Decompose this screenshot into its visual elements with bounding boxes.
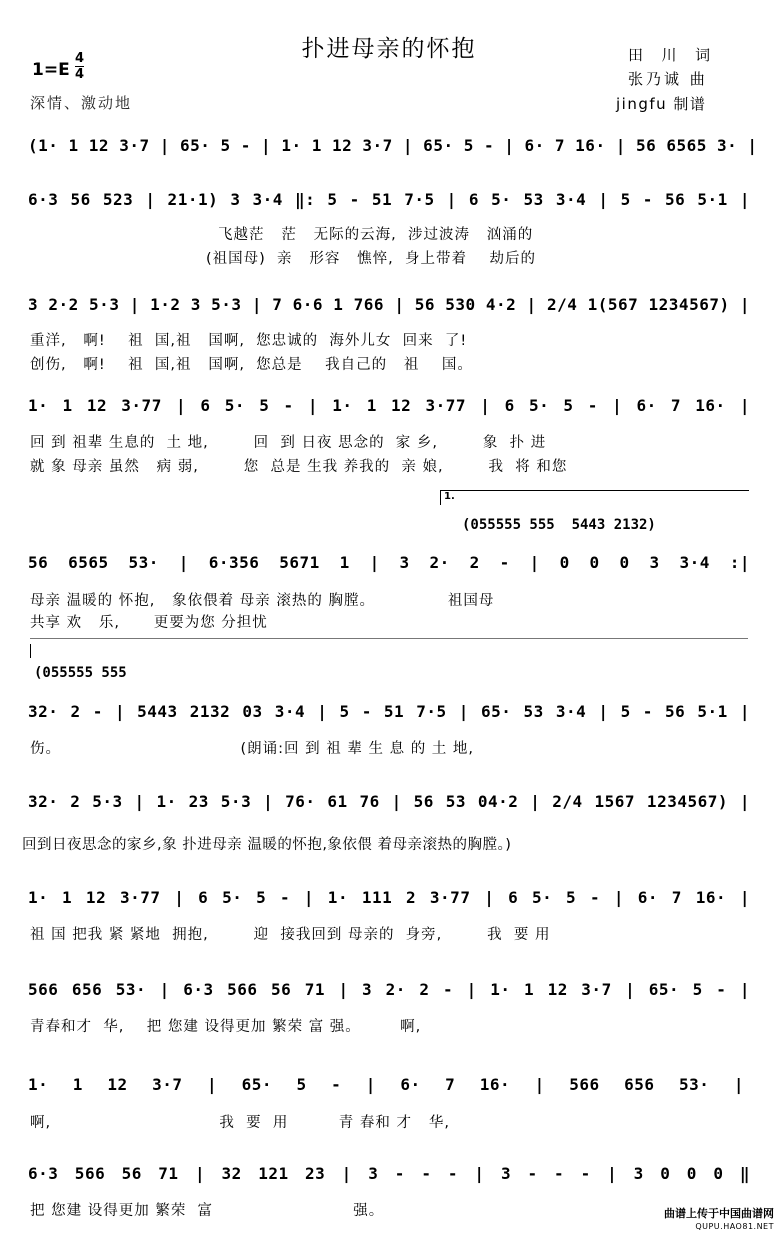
song-title: 扑进母亲的怀抱 [301,36,477,62]
lyric-row-10: 啊, 我 要 用 青 春和 才 华, [30,1115,450,1131]
site-watermark [664,1207,774,1233]
notation-row-10: 1· 1 12 3·7 | 65· 5 - | 6· 7 16· | 566 656 53· | [28,1075,744,1094]
notation-row-4: 1· 1 12 3·77 | 6 5· 5 - | 1· 1 12 3·77 | 6 5· 5 - | 6· 7 16· | [28,396,750,415]
time-signature [75,52,84,81]
notation-row-7: 32· 2 5·3 | 1· 23 5·3 | 76· 61 76 | 56 53 04·2 | 2/4 1567 1234567) | [28,792,750,811]
lyric-row-3-verse-1: 重洋, 啊! 祖 国,祖 国啊, 您忠诚的 海外儿女 回来 了! [30,333,468,349]
lyric-row-9: 青春和才 华, 把 您建 设得更加 繁荣 富 强。 啊, [30,1019,422,1035]
notation-row-3: 3 2·2 5·3 | 1·2 3 5·3 | 7 6·6 1 766 | 56 530 4·2 | 2/4 1(567 1234567) | [28,295,750,314]
section-divider [30,638,748,639]
lyric-row-4-verse-2: 就 象 母亲 虽然 病 弱, 您 总是 生我 养我的 亲 娘, 我 将 和您 [30,459,568,475]
notation-row-9: 566 656 53· | 6·3 566 56 71 | 3 2· 2 - | 1· 1 12 3·7 | 65· 5 - | [28,980,750,999]
time-signature-bottom: 4 [75,67,85,82]
notation-row-1: (1· 1 12 3·7 | 65· 5 - | 1· 1 12 3·7 | 65· 5 - | 6· 7 16· | 56 6565 3· | [28,136,758,155]
key-signature: 1=E [32,60,70,80]
first-ending-bracket [440,490,749,505]
watermark-line-1: 曲谱上传于中国曲谱网 [664,1207,774,1220]
first-ending-number: 1. [444,491,455,502]
composer-credit: 张乃诚 曲 [628,70,708,88]
notation-row-2: 6·3 56 523 | 21·1) 3 3·4 ‖: 5 - 51 7·5 | 6 5· 53 3·4 | 5 - 56 5·1 | [28,190,750,209]
lyric-row-4-verse-1: 回 到 祖辈 生息的 土 地, 回 到 日夜 思念的 家 乡, 象 扑 进 [30,435,547,451]
lyric-row-7: 回到日夜思念的家乡,象 扑进母亲 温暖的怀抱,象依偎 着母亲滚热的胸膛。) [22,837,512,853]
lyric-row-8: 祖 国 把我 紧 紧地 拥抱, 迎 接我回到 母亲的 身旁, 我 要 用 [30,927,551,943]
lyric-row-6: 伤。 (朗诵:回 到 祖 辈 生 息 的 土 地, [30,741,475,757]
bridge-phrase-2: (055555 555 [34,665,127,681]
engraver-credit: jingfu 制谱 [616,95,707,113]
second-ending-bracket [30,644,31,658]
time-signature-top: 4 [75,51,85,66]
lyric-row-2-verse-1: 飞越茫 茫 无际的云海, 涉过波涛 汹涌的 [218,227,534,243]
lyric-row-11: 把 您建 设得更加 繁荣 富 强。 [30,1203,385,1219]
bridge-phrase: (055555 555 5443 2132) [462,517,656,533]
lyricist-credit: 田 川 词 [628,46,714,64]
watermark-line-2: QUPU.HAO81.NET [695,1222,774,1231]
notation-row-11: 6·3 566 56 71 | 32 121 23 | 3 - - - | 3 - - - | 3 0 0 0 ‖ [28,1164,750,1183]
lyric-row-2-verse-2: (祖国母) 亲 形容 憔悴, 身上带着 劫后的 [206,251,536,267]
lyric-row-5-verse-2: 共享 欢 乐, 更要为您 分担忧 [30,615,268,631]
lyric-row-5-verse-1: 母亲 温暖的 怀抱, 象依偎着 母亲 滚热的 胸膛。 祖国母 [30,593,495,609]
notation-row-8: 1· 1 12 3·77 | 6 5· 5 - | 1· 111 2 3·77 | 6 5· 5 - | 6· 7 16· | [28,888,750,907]
notation-row-5: 56 6565 53· | 6·356 5671 1 | 3 2· 2 - | 0 0 0 3 3·4 :| [28,553,750,572]
tempo-marking: 深情、激动地 [30,94,133,112]
notation-row-6: 32· 2 - | 5443 2132 03 3·4 | 5 - 51 7·5 | 65· 53 3·4 | 5 - 56 5·1 | [28,702,750,721]
lyric-row-3-verse-2: 创伤, 啊! 祖 国,祖 国啊, 您总是 我自己的 祖 国。 [30,357,473,373]
